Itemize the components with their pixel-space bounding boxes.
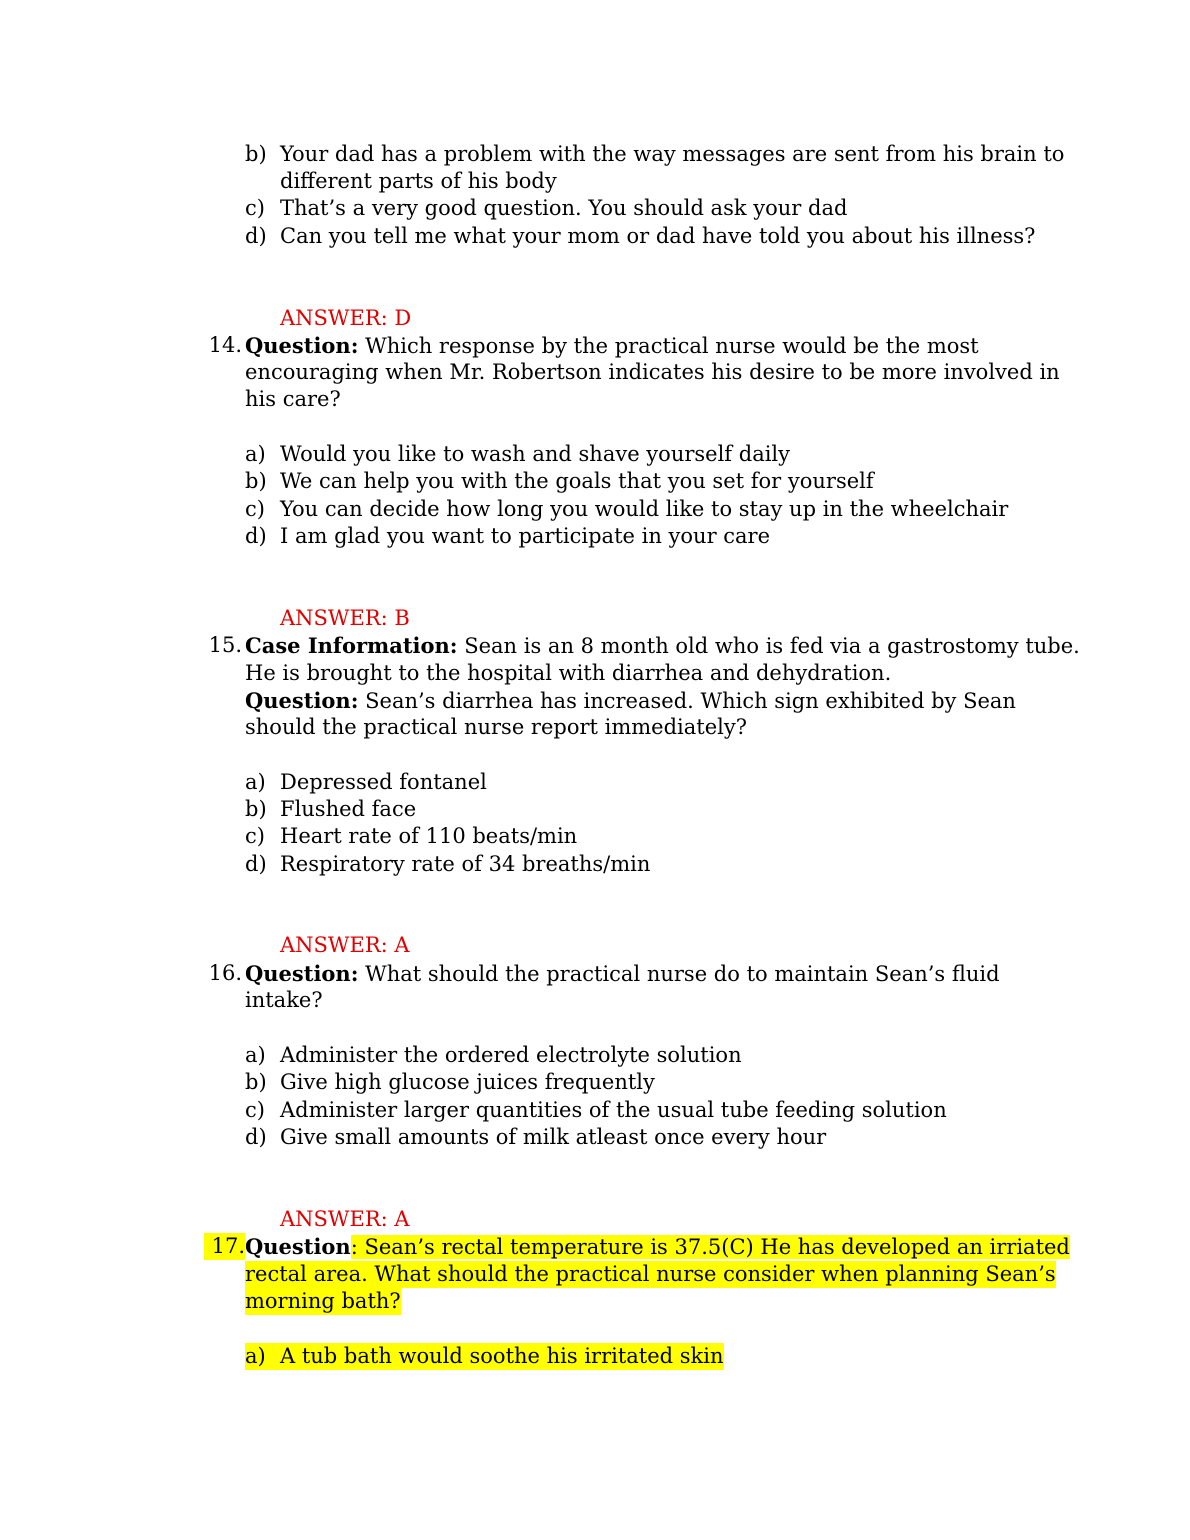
- option-text: Would you like to wash and shave yourself daily: [280, 442, 791, 466]
- question-line: should the practical nurse report immediately?: [245, 715, 747, 739]
- option-text: You can decide how long you would like to stay up in the wheelchair: [280, 497, 1009, 521]
- answer-text: ANSWER: D: [280, 306, 412, 330]
- option-text: Heart rate of 110 beats/min: [280, 824, 578, 848]
- option-label: d): [245, 1125, 267, 1149]
- answer-text: ANSWER: A: [280, 1207, 410, 1231]
- option-label: b): [245, 469, 267, 493]
- option-text: Administer larger quantities of the usual tube feeding solution: [280, 1098, 947, 1122]
- option-text: Your dad has a problem with the way messages are sent from his brain to: [280, 142, 1065, 166]
- option-text: I am glad you want to participate in your care: [280, 524, 771, 548]
- option-label: b): [245, 142, 267, 166]
- option-text: Give small amounts of milk atleast once every hour: [280, 1125, 827, 1149]
- option-label: b): [245, 797, 267, 821]
- question-line: Sean’s diarrhea has increased. Which sign exhibited by Sean: [358, 689, 1016, 713]
- question-line: rectal area. What should the practical nurse consider when planning Sean’s: [245, 1261, 1056, 1288]
- option-text: Flushed face: [280, 797, 417, 821]
- question-label: Question:: [245, 961, 359, 986]
- option-text: We can help you with the goals that you set for yourself: [280, 469, 874, 493]
- question-number: 16.: [208, 961, 242, 985]
- question-label: Question: [245, 1234, 351, 1259]
- question-line: What should the practical nurse do to maintain Sean’s fluid: [358, 962, 1000, 986]
- question-label: Question:: [245, 688, 359, 713]
- colon: :: [350, 1235, 358, 1259]
- option-text: Administer the ordered electrolyte solution: [280, 1043, 742, 1067]
- question-text: [245, 1233, 1070, 1261]
- option-label: a): [245, 1043, 266, 1067]
- option-label: d): [245, 852, 267, 876]
- option-text: That’s a very good question. You should ask your dad: [280, 196, 848, 220]
- question-text: [245, 687, 1016, 715]
- option-text: Give high glucose juices frequently: [280, 1070, 655, 1094]
- question-number: 14.: [208, 333, 242, 357]
- answer-text: ANSWER: B: [280, 606, 410, 630]
- question-label: Question:: [245, 333, 359, 358]
- question-number: 15.: [208, 633, 242, 657]
- option-label: b): [245, 1070, 267, 1094]
- option-text: Depressed fontanel: [280, 770, 487, 794]
- option-label: a): [245, 442, 266, 466]
- option-label: a): [245, 1343, 280, 1370]
- option-text: different parts of his body: [280, 169, 557, 193]
- option-text: Respiratory rate of 34 breaths/min: [280, 852, 651, 876]
- question-number: 17.: [204, 1233, 245, 1260]
- option-label: c): [245, 497, 265, 521]
- question-line: Sean’s rectal temperature is 37.5(C) He has developed an irriated: [357, 1235, 1070, 1259]
- case-line: Sean is an 8 month old who is fed via a gastrostomy tube.: [457, 634, 1080, 658]
- option-label: d): [245, 224, 267, 248]
- option-label: a): [245, 770, 266, 794]
- question-line: morning bath?: [245, 1288, 401, 1315]
- question-line: his care?: [245, 387, 341, 411]
- case-text: [245, 632, 1080, 660]
- answer-text: ANSWER: A: [280, 933, 410, 957]
- question-line: encouraging when Mr. Robertson indicates his desire to be more involved in: [245, 360, 1060, 384]
- option-text: Can you tell me what your mom or dad have told you about his illness?: [280, 224, 1036, 248]
- option-text: A tub bath would soothe his irritated skin: [280, 1343, 724, 1370]
- option-label: c): [245, 824, 265, 848]
- question-text: [245, 960, 1000, 988]
- case-line: He is brought to the hospital with diarrhea and dehydration.: [245, 661, 892, 685]
- option-label: c): [245, 1098, 265, 1122]
- question-colon: [351, 1235, 1070, 1259]
- question-line: intake?: [245, 988, 323, 1012]
- option-label: c): [245, 196, 265, 220]
- option-label: d): [245, 524, 267, 548]
- case-label: Case Information:: [245, 633, 458, 658]
- question-text: [245, 332, 979, 360]
- question-line: Which response by the practical nurse would be the most: [358, 334, 979, 358]
